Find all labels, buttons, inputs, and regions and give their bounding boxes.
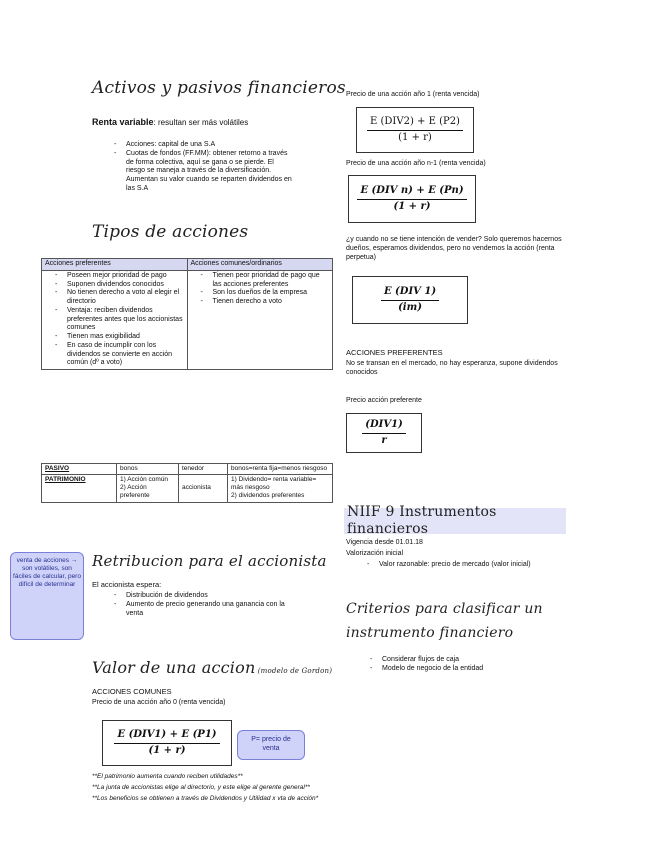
- list-item: - Considerar flujos de caja: [368, 656, 568, 665]
- table-cell-comunes: [187, 270, 333, 369]
- renta-variable-list: [112, 141, 294, 194]
- formula-preferente: [346, 413, 422, 453]
- fraction-denominator: (1 + r): [148, 744, 186, 756]
- list-item: - En caso de incumplir con los dividendos se convierte en acción común (dº a voto): [53, 342, 184, 368]
- list-item: - Poseen mejor prioridad de pago: [53, 272, 184, 281]
- vigencia-text: Vigencia desde 01.01.18: [346, 539, 423, 546]
- precio-ano1-label: Precio de una acción año 1 (renta vencida): [346, 91, 480, 98]
- fraction-numerator: E (DIV n) + E (Pn): [357, 185, 466, 200]
- table-cell-preferentes: [42, 270, 188, 369]
- list-item: - Ventaja: reciben dividendos preferentes antes que los accionistas comunes: [53, 307, 184, 333]
- precio-preferente-label: Precio acción preferente: [346, 397, 422, 404]
- list-item: - Acciones: capital de una S.A: [112, 141, 294, 150]
- notes: [92, 773, 422, 803]
- acciones-comunes-heading: ACCIONES COMUNES: [92, 687, 172, 696]
- list-item: - Cuotas de fondos (FF.MM): obtener retorno a través de forma colectiva, aquí se gana o se pierde. El riesgo se maneja a través de la diversificación. Aumentan su valor cuando se reparten dividendos en las S.A: [112, 150, 294, 194]
- acciones-preferentes-heading: ACCIONES PREFERENTES: [346, 348, 443, 357]
- formula-anon1: [348, 175, 476, 223]
- list-item: - Son los dueños de la empresa: [199, 289, 330, 298]
- valor-accion-subtitle: (modelo de Gordon): [257, 667, 333, 675]
- list-item: - Tienen peor prioridad de pago que las acciones preferentes: [199, 272, 330, 290]
- list-item: - Modelo de negocio de la entidad: [368, 665, 568, 674]
- formula-ano1: [356, 107, 474, 153]
- renta-variable-text: : resultan ser más volátiles: [153, 118, 249, 127]
- retribucion-intro: El accionista espera:: [92, 580, 162, 589]
- table-header-comunes: Acciones comunes/ordinarios: [187, 259, 333, 271]
- note-item: **Los beneficios se obtienen a través de Dividendos y Utilidad x vta de acción*: [92, 795, 319, 803]
- fraction: [367, 116, 463, 144]
- niif9-title: NIIF 9 Instrumentos financieros: [347, 503, 497, 537]
- table-tipos-acciones: [41, 258, 333, 370]
- precio-ano0-label: Precio de una acción año 0 (renta vencida): [92, 699, 226, 706]
- table-row: [42, 475, 333, 502]
- title-retribucion: Retribucion para el accionista: [92, 552, 327, 570]
- fraction: [362, 419, 406, 447]
- fraction: [381, 286, 439, 314]
- fraction-denominator: (im): [398, 301, 422, 313]
- list-item: - Tienen derecho a voto: [199, 298, 330, 307]
- title-tipos-acciones: Tipos de acciones: [92, 222, 249, 242]
- perpetua-text: ¿y cuando no se tiene intención de vender? Solo queremos hacernos dueños, esperamos dividendos, pero no vendemos la acción (renta perpetua): [346, 236, 562, 261]
- retribucion-list: [112, 592, 302, 618]
- note-item: **La junta de accionistas elige al directorio, y este elige al gerente general**: [92, 784, 310, 792]
- fraction: [357, 185, 466, 213]
- title-valor-accion: [92, 658, 332, 678]
- table-cell: tenedor: [179, 464, 228, 475]
- callout-venta-acciones: venta de acciones → son volátiles, son fáciles de calcular, pero difícil de determinar: [10, 552, 84, 640]
- criterios-title: Criterios para clasificar un instrumento financiero: [346, 601, 543, 641]
- table-cell: bonos: [117, 464, 179, 475]
- formula-perpetua: [352, 276, 468, 324]
- list-item: - Tienen mas exigibilidad: [53, 333, 184, 342]
- list-item: - No tienen derecho a voto al elegir el directorio: [53, 289, 184, 307]
- callout-precio-venta: P= precio de venta: [237, 730, 305, 760]
- table-pasivo-patrimonio: [41, 463, 333, 503]
- fraction-denominator: r: [381, 434, 387, 446]
- table-cell: 1) Dividendo= renta variable= más riesgoso 2) dividendos preferentes: [228, 475, 333, 502]
- title-activos-pasivos: Activos y pasivos financieros: [92, 78, 346, 98]
- list-item: - Suponen dividendos conocidos: [53, 281, 184, 290]
- renta-variable-line: [92, 117, 272, 128]
- renta-variable-label: Renta variable: [92, 117, 154, 127]
- valorizacion-text: Valorización inicial: [346, 550, 404, 557]
- fraction: [114, 729, 219, 757]
- list-item: - Valor razonable: precio de mercado (valor inicial): [365, 561, 575, 570]
- table-cell: accionista: [179, 475, 228, 502]
- table-cell: 1) Acción común 2) Acción preferente: [117, 475, 179, 502]
- table-header-preferentes: Acciones preferentes: [42, 259, 188, 271]
- precio-anon1-label: Precio de una acción año n-1 (renta vencida): [346, 160, 486, 167]
- valorizacion-list: [365, 561, 575, 570]
- fraction-numerator: E (DIV1) + E (P1): [114, 729, 219, 744]
- criterios-list: [368, 656, 568, 674]
- acciones-preferentes-text: No se transan en el mercado, no hay esperanza, supone dividendos conocidos: [346, 360, 558, 376]
- table-cell: PATRIMONIO: [42, 475, 117, 502]
- valor-accion-title: Valor de una accion: [92, 658, 256, 677]
- table-row: [42, 464, 333, 475]
- fraction-numerator: E (DIV2) + E (P2): [367, 116, 463, 131]
- fraction-denominator: (1 + r): [398, 131, 432, 143]
- fraction-numerator: E (DIV 1): [381, 286, 439, 301]
- fraction-numerator: (DIV1): [362, 419, 406, 434]
- niif9-title-bar: [344, 503, 566, 537]
- note-item: **El patrimonio aumenta cuando reciben utilidades**: [92, 773, 243, 780]
- formula-ano0: [102, 720, 232, 766]
- list-item: - Distribución de dividendos: [112, 592, 302, 601]
- list-item: - Aumento de precio generando una ganancia con la venta: [112, 601, 302, 619]
- table-cell: PASIVO: [42, 464, 117, 475]
- fraction-denominator: (1 + r): [393, 200, 431, 212]
- table-cell: bonos=renta fija=menos riesgoso: [228, 464, 333, 475]
